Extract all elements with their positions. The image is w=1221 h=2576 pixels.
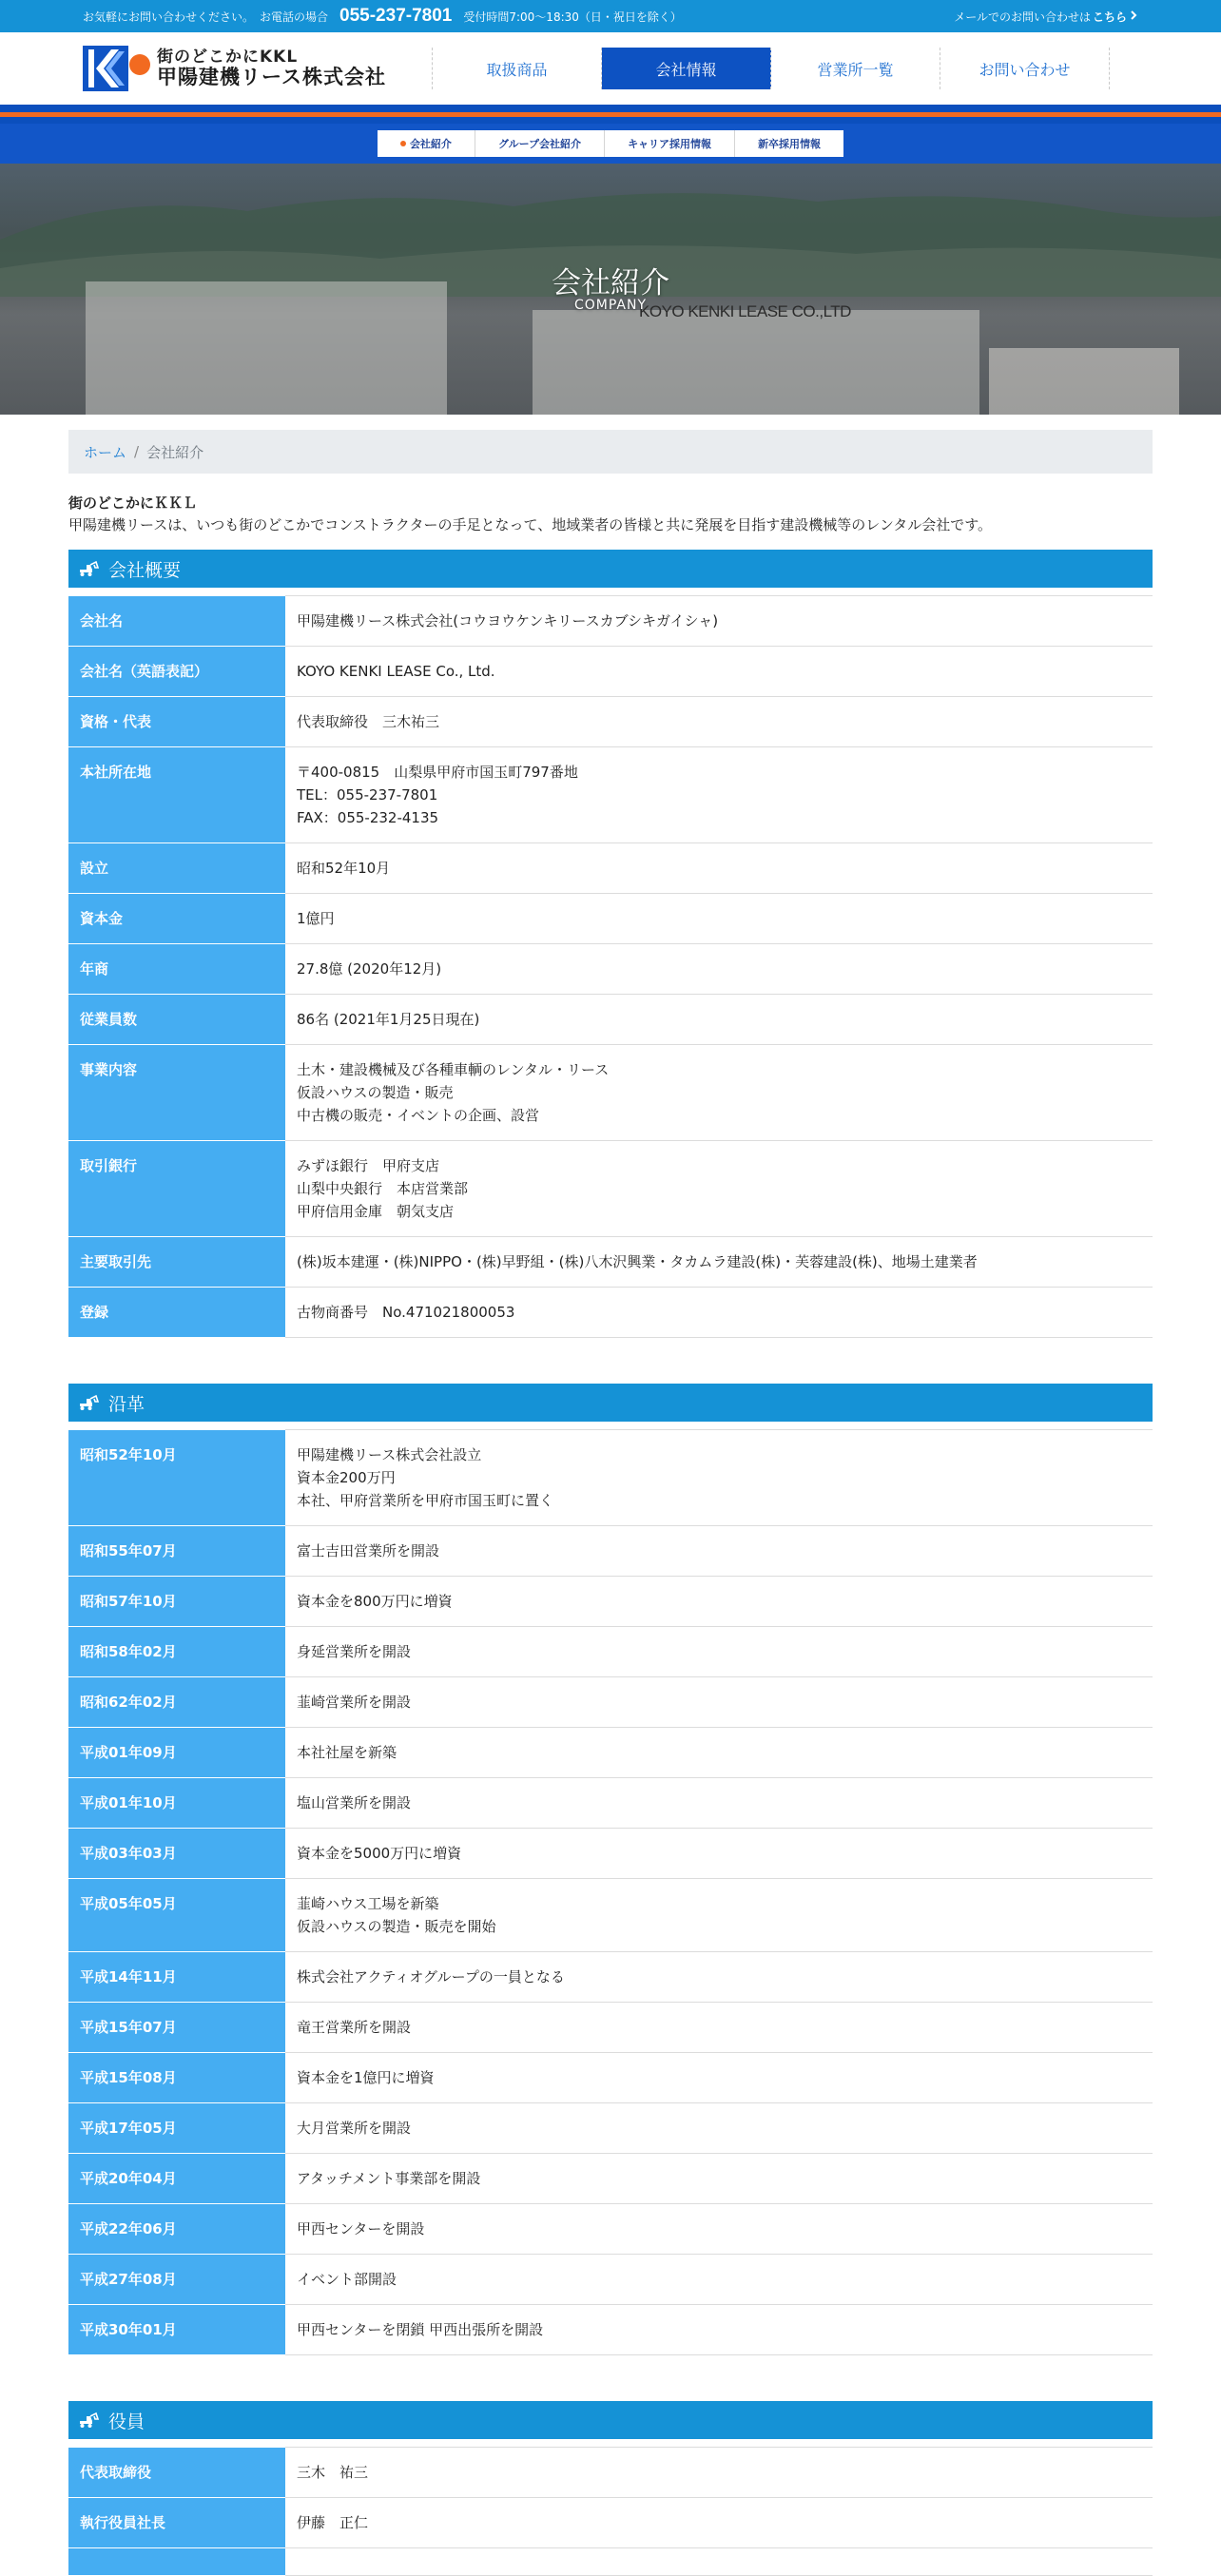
row-label: 資格・代表 (68, 697, 285, 747)
row-value-line: 土木・建設機械及び各種車輌のレンタル・リース (297, 1061, 610, 1078)
row-value (285, 1829, 1153, 1879)
table-row (68, 2448, 1153, 2498)
row-value-line: KOYO KENKI LEASE Co., Ltd. (297, 663, 495, 680)
row-label: 取引銀行 (68, 1141, 285, 1237)
row-value (285, 1778, 1153, 1829)
active-dot-icon (400, 141, 406, 146)
building-shape (989, 348, 1179, 415)
section-header-officers (68, 2401, 1153, 2439)
nav-item-offices[interactable]: 営業所一覧 (771, 48, 940, 89)
row-value-line: イベント部開設 (297, 2271, 397, 2288)
logo-tagline: 街のどこかにKKL (157, 48, 299, 68)
row-value-line: 山梨中央銀行 本店営業部 (297, 1180, 469, 1197)
intro-text: 甲陽建機リースは、いつも街のどこかでコンストラクターの手足となって、地域業者の皆様と共に発展を目指す建設機械等のレンタル会社です。 (68, 516, 993, 533)
row-value-line: 中古機の販売・イベントの企画、設営 (297, 1107, 540, 1124)
excavator-icon (78, 2411, 99, 2429)
row-value (285, 2448, 1153, 2498)
chevron-right-icon (1129, 10, 1138, 23)
breadcrumb-current: 会社紹介 (146, 443, 204, 461)
row-value-line: 大月営業所を開設 (297, 2120, 412, 2137)
table-row (68, 1430, 1153, 1526)
row-value-line: 富士吉田営業所を開設 (297, 1542, 440, 1559)
main-content (68, 430, 1153, 2576)
row-value-line: 塩山営業所を開設 (297, 1794, 412, 1811)
row-value-line: 甲陽建機リース株式会社設立 (297, 1446, 482, 1463)
row-label: 登録 (68, 1288, 285, 1338)
row-label: 平成14年11月 (68, 1952, 285, 2003)
table-row (68, 1829, 1153, 1879)
table-row (68, 894, 1153, 944)
table-row (68, 697, 1153, 747)
nav-item-company-info[interactable]: 会社情報 (602, 48, 771, 89)
row-label: 平成03年03月 (68, 1829, 285, 1879)
row-value-line: 身延営業所を開設 (297, 1643, 412, 1660)
row-value-line: 甲府信用金庫 朝気支店 (297, 1203, 455, 1220)
row-label (68, 2548, 285, 2576)
table-row (68, 647, 1153, 697)
row-value (285, 596, 1153, 647)
row-value (285, 1627, 1153, 1677)
row-label: 平成30年01月 (68, 2305, 285, 2355)
row-value-line: 伊藤 正仁 (297, 2514, 369, 2531)
table-row (68, 843, 1153, 894)
table-row (68, 2053, 1153, 2103)
business-hours: 受付時間7:00〜18:30（日・祝日を除く） (463, 10, 682, 24)
row-value (285, 1677, 1153, 1728)
table-row (68, 1526, 1153, 1577)
table-row (68, 1627, 1153, 1677)
row-value-line: 本社、甲府営業所を甲府市国玉町に置く (297, 1492, 554, 1509)
row-label: 平成27年08月 (68, 2255, 285, 2305)
table-row (68, 1728, 1153, 1778)
row-value (285, 1577, 1153, 1627)
row-value-line: 甲西センターを開設 (297, 2220, 425, 2237)
table-row (68, 596, 1153, 647)
subnav-item-career-recruit[interactable]: キャリア採用情報 (605, 130, 735, 157)
phone-label: お電話の場合 (260, 10, 329, 24)
table-row (68, 1879, 1153, 1952)
row-value (285, 2053, 1153, 2103)
row-label: 年商 (68, 944, 285, 995)
table-row (68, 2103, 1153, 2154)
history-table (68, 1429, 1153, 2355)
table-row (68, 2548, 1153, 2576)
page-title: 会社紹介 (552, 266, 669, 300)
table-row (68, 995, 1153, 1045)
row-value (285, 2255, 1153, 2305)
row-value-line: 韮崎営業所を開設 (297, 1694, 412, 1711)
section-title: 会社概要 (108, 559, 182, 581)
subnav-item-graduate-recruit[interactable]: 新卒採用情報 (758, 138, 822, 150)
row-value-line: 〒400-0815 山梨県甲府市国玉町797番地 (297, 764, 578, 781)
contact-message: お気軽にお問い合わせください。 (83, 10, 255, 24)
building-shape (533, 310, 979, 415)
table-row (68, 1141, 1153, 1237)
row-label: 昭和62年02月 (68, 1677, 285, 1728)
row-value-line: 資本金を1億円に増資 (297, 2069, 435, 2086)
row-value (285, 747, 1153, 843)
row-value-line: アタッチメント事業部を開設 (297, 2170, 481, 2187)
row-value (285, 1952, 1153, 2003)
row-value-line: 昭和52年10月 (297, 860, 391, 877)
header-stripe (0, 105, 1221, 124)
row-value (285, 2154, 1153, 2204)
row-label: 事業内容 (68, 1045, 285, 1141)
row-label: 本社所在地 (68, 747, 285, 843)
row-value (285, 2204, 1153, 2255)
row-value (285, 1728, 1153, 1778)
row-label: 昭和58年02月 (68, 1627, 285, 1677)
section-header-overview (68, 550, 1153, 588)
row-label: 執行役員社長 (68, 2498, 285, 2548)
row-value-line: 資本金を800万円に増資 (297, 1593, 453, 1610)
row-value (285, 2003, 1153, 2053)
kkl-logo-icon (83, 44, 151, 93)
row-label: 平成05年05月 (68, 1879, 285, 1952)
row-label: 平成17年05月 (68, 2103, 285, 2154)
row-label: 資本金 (68, 894, 285, 944)
hero-banner (0, 164, 1221, 415)
table-row (68, 1778, 1153, 1829)
building-sign: KOYO KENKI LEASE CO.,LTD (639, 302, 851, 320)
row-label: 平成01年09月 (68, 1728, 285, 1778)
table-row (68, 747, 1153, 843)
row-label: 会社名（英語表記） (68, 647, 285, 697)
table-row (68, 1952, 1153, 2003)
row-value-line: 1億円 (297, 910, 335, 927)
mail-contact-link[interactable]: こちら (1092, 10, 1127, 24)
row-value (285, 2305, 1153, 2355)
row-label: 昭和57年10月 (68, 1577, 285, 1627)
subnav-label: 会社紹介 (409, 138, 452, 150)
row-value-line: (株)坂本建運・(株)NIPPO・(株)早野組・(株)八木沢興業・タカムラ建設(株)・芙蓉建設(株)、地場土建業者 (297, 1253, 978, 1270)
row-label: 昭和52年10月 (68, 1430, 285, 1526)
row-value (285, 1045, 1153, 1141)
table-row (68, 2154, 1153, 2204)
row-value (285, 1237, 1153, 1288)
row-value (285, 647, 1153, 697)
row-label: 平成01年10月 (68, 1778, 285, 1829)
row-value-line: みずほ銀行 甲府支店 (297, 1157, 440, 1174)
subnav-item-company-intro[interactable] (378, 130, 475, 157)
row-value-line: 27.8億 (2020年12月) (297, 960, 442, 978)
row-value-line: 三木 祐三 (297, 2464, 369, 2481)
intro-catchphrase: 街のどこかにＫＫＬ (68, 494, 198, 512)
logo-company-name: 甲陽建機リース株式会社 (157, 65, 386, 88)
row-value-line: 86名 (2021年1月25日現在) (297, 1011, 480, 1028)
subnav-item-group-companies[interactable]: グループ会社紹介 (475, 130, 605, 157)
table-row (68, 1577, 1153, 1627)
excavator-icon (78, 1394, 99, 1411)
row-value (285, 2103, 1153, 2154)
row-value-line: 古物商番号 No.471021800053 (297, 1304, 515, 1321)
top-info-bar (0, 0, 1221, 32)
row-value (285, 1430, 1153, 1526)
table-row (68, 1045, 1153, 1141)
row-value (285, 1141, 1153, 1237)
row-label: 設立 (68, 843, 285, 894)
row-label: 代表取締役 (68, 2448, 285, 2498)
row-value (285, 2498, 1153, 2548)
site-header (0, 32, 1221, 105)
row-label: 平成15年07月 (68, 2003, 285, 2053)
nav-item-contact[interactable]: お問い合わせ (940, 48, 1110, 89)
row-value (285, 1879, 1153, 1952)
row-label: 昭和55年07月 (68, 1526, 285, 1577)
phone-number[interactable]: 055-237-7801 (339, 6, 453, 26)
table-row (68, 1237, 1153, 1288)
breadcrumb-separator: / (134, 443, 140, 460)
row-label: 平成15年08月 (68, 2053, 285, 2103)
row-value-line: 甲陽建機リース株式会社(コウヨウケンキリースカブシキガイシャ) (297, 612, 719, 629)
row-value-line: 仮設ハウスの製造・販売を開始 (297, 1918, 496, 1935)
main-nav (432, 48, 1110, 89)
row-value-line: 資本金200万円 (297, 1469, 396, 1486)
row-value (285, 697, 1153, 747)
row-value-line: FAX：055-232-4135 (297, 809, 439, 826)
mail-contact-text: メールでのお問い合わせは (954, 10, 1091, 24)
row-value (285, 2548, 1153, 2576)
row-value-line: 本社社屋を新築 (297, 1744, 397, 1761)
section-title: 沿革 (108, 1393, 145, 1415)
section-header-history (68, 1384, 1153, 1422)
row-value (285, 995, 1153, 1045)
subnav-band (0, 124, 1221, 164)
row-label: 従業員数 (68, 995, 285, 1045)
row-value (285, 843, 1153, 894)
row-value-line: 甲西センターを閉鎖 甲西出張所を開設 (297, 2321, 544, 2338)
row-value (285, 1288, 1153, 1338)
breadcrumb (68, 430, 1153, 474)
page-subtitle: COMPANY (573, 298, 648, 313)
table-row (68, 944, 1153, 995)
row-label: 主要取引先 (68, 1237, 285, 1288)
row-label: 平成20年04月 (68, 2154, 285, 2204)
intro (68, 493, 1153, 536)
row-value-line: 韮崎ハウス工場を新築 (297, 1895, 439, 1912)
row-value-line: 株式会社アクティオグループの一員となる (297, 1968, 565, 1985)
table-row (68, 2204, 1153, 2255)
site-logo[interactable] (83, 44, 386, 93)
table-row (68, 2003, 1153, 2053)
table-row (68, 1288, 1153, 1338)
row-value (285, 1526, 1153, 1577)
row-value-line: 代表取締役 三木祐三 (297, 713, 440, 730)
row-label: 会社名 (68, 596, 285, 647)
table-row (68, 2305, 1153, 2355)
table-row (68, 2498, 1153, 2548)
row-value-line: 竜王営業所を開設 (297, 2019, 412, 2036)
row-value (285, 944, 1153, 995)
nav-item-products[interactable]: 取扱商品 (433, 48, 602, 89)
row-value (285, 894, 1153, 944)
excavator-icon (78, 560, 99, 577)
row-label: 平成22年06月 (68, 2204, 285, 2255)
officers-table (68, 2447, 1153, 2576)
row-value-line: 仮設ハウスの製造・販売 (297, 1084, 454, 1101)
row-value-line: 資本金を5000万円に増資 (297, 1845, 462, 1862)
section-title: 役員 (108, 2411, 145, 2432)
table-row (68, 2255, 1153, 2305)
row-value-line: TEL：055-237-7801 (297, 786, 438, 804)
table-row (68, 1677, 1153, 1728)
breadcrumb-home[interactable]: ホーム (84, 443, 127, 461)
sub-nav (378, 130, 843, 157)
overview-table (68, 595, 1153, 1338)
